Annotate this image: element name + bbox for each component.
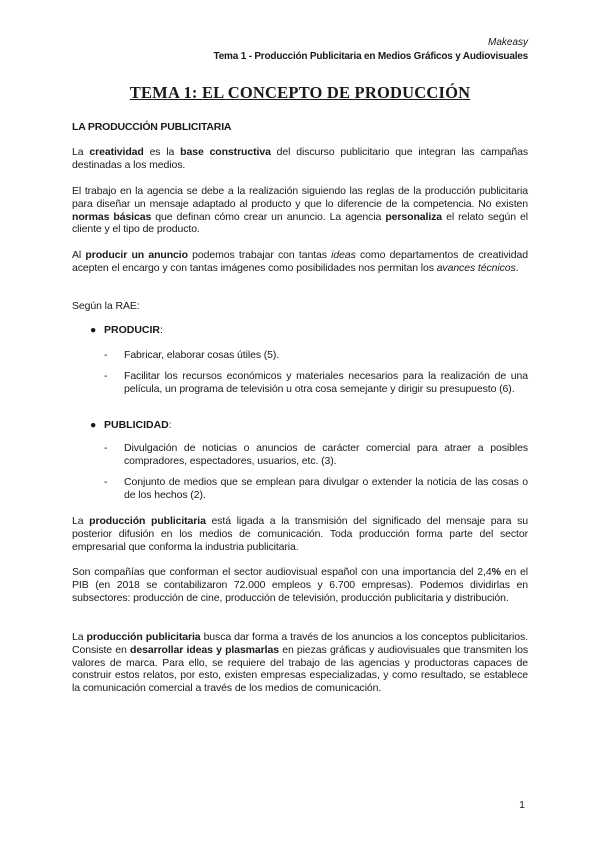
bullet-publicidad: ● PUBLICIDAD: — [90, 419, 172, 431]
page-number: 1 — [519, 799, 525, 811]
dash-icon: - — [104, 476, 108, 488]
page-title: TEMA 1: EL CONCEPTO DE PRODUCCIÓN — [129, 83, 471, 102]
rae-intro: Según la RAE: — [72, 300, 140, 312]
header-brand: Makeasy — [487, 37, 528, 48]
dash-icon: - — [104, 370, 108, 382]
paragraph-creatividad: La creatividad es la base constructiva del discurso publicitario que integran las campañas destinadas a los medios. — [72, 146, 529, 171]
section-heading: LA PRODUCCIÓN PUBLICITARIA — [72, 121, 232, 133]
paragraph-producir-anuncio: Al producir un anuncio podemos trabajar con tantas ideas como departamentos de creatividad acepten el encargo y con tantas imágenes como posibilidades nos permitan los avances técnicos. — [72, 249, 528, 274]
dash-icon: - — [104, 442, 108, 454]
paragraph-produccion-transmision: La producción publicitaria está ligada a la transmisión del significado del mensaje para su posterior difusión en los medios de comunicación. Toda producción forma parte del sector empresarial que conforma la industria publicitaria. — [72, 515, 529, 553]
bullet-dot-icon: ● — [90, 419, 97, 431]
list-item: - Fabricar, elaborar cosas útiles (5). — [104, 349, 280, 361]
list-item: - Conjunto de medios que se emplean para divulgar o extender la noticia de las cosas o de los hechos (2). — [104, 476, 528, 501]
list-item: - Divulgación de noticias o anuncios de carácter comercial para atraer a posibles compradores, espectadores, usuarios, etc. (3). — [104, 442, 528, 467]
dash-icon: - — [104, 349, 108, 361]
bullet-dot-icon: ● — [90, 324, 97, 336]
paragraph-agencia: El trabajo en la agencia se debe a la realización siguiendo las reglas de la producción publicitaria para diseñar un mensaje adaptado al producto y que lo diferencie de la competencia. No existen normas básicas que definan cómo crear un anuncio. La agencia personaliza el relato según el cliente y el tipo de producto. — [72, 185, 528, 236]
paragraph-produccion-conceptos: La producción publicitaria busca dar forma a través de los anuncios a los conceptos publicitarios. Consiste en desarrollar ideas y plasmarlas en piezas gráficas y audiovisuales que transmiten los valores de marca. Para ello, se requiere del trabajo de las agencias y productoras capaces de construir estos relatos, por esto, existen empresas especializadas, y como resultado, se establece la comunicación comercial a través de los medios de comunicación. — [72, 631, 529, 695]
paragraph-sector-audiovisual: Son compañías que conforman el sector audiovisual español con una importancia del 2,4% en el PIB (en 2018 se contabilizaron 72.000 empleos y 6.700 empresas). Podemos dividirlas en subsectores: producción de cine, producción de televisión, producción publicitaria y distribución. — [72, 566, 528, 604]
bullet-producir: ● PRODUCIR: — [90, 324, 163, 336]
list-item: - Facilitar los recursos económicos y materiales necesarios para la realización de una película, un programa de televisión u otra cosa semejante y dirigir su presupuesto (6). — [104, 370, 528, 395]
header-topic: Tema 1 - Producción Publicitaria en Medios Gráficos y Audiovisuales — [213, 51, 528, 62]
